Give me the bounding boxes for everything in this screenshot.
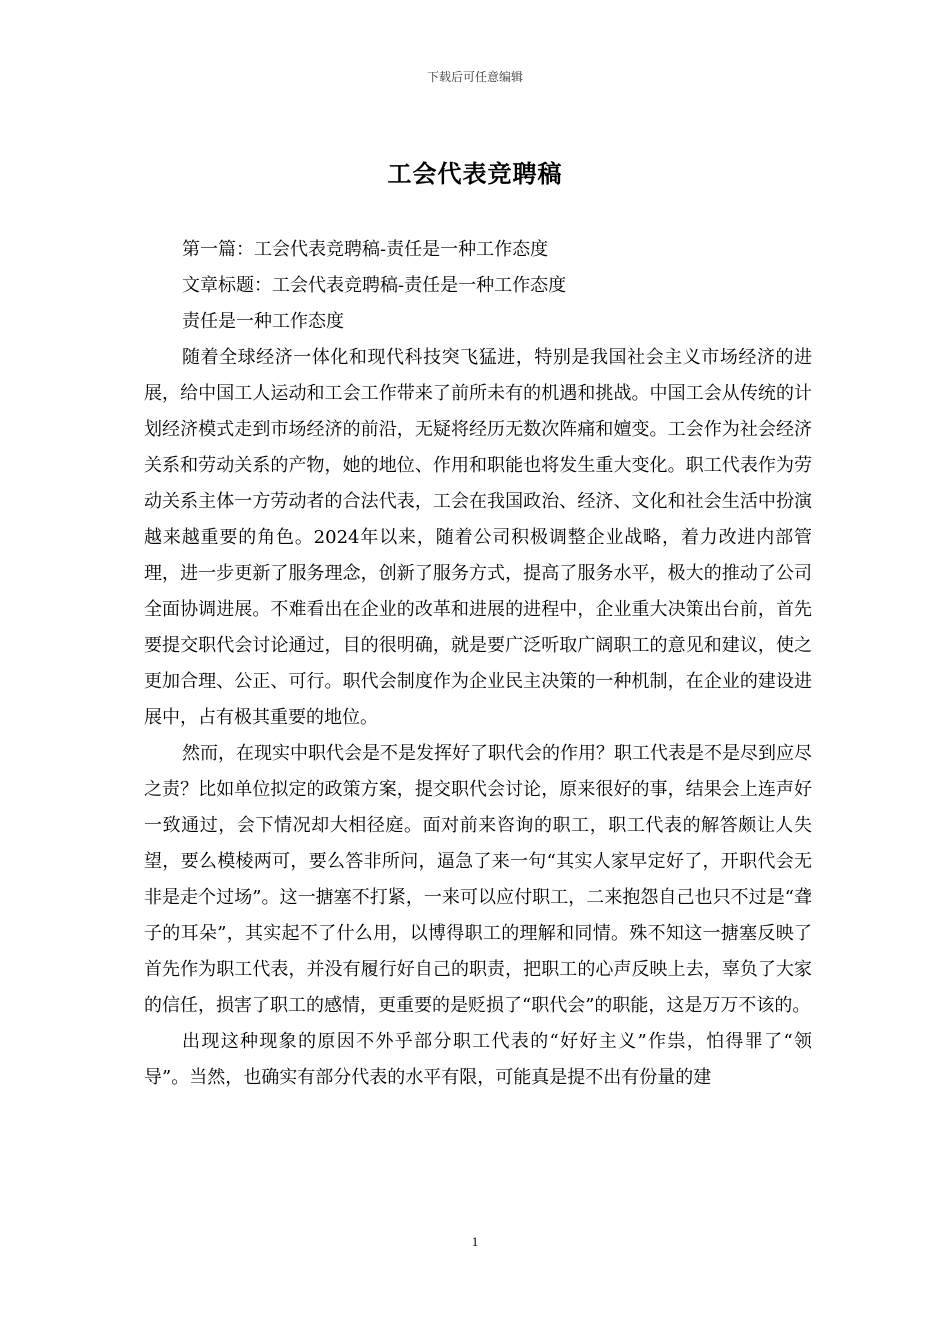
body-paragraph: 然而，在现实中职代会是不是发挥好了职代会的作用？职工代表是不是尽到应尽之责？比如单位拟定的政策方案，提交职代会讨论，原来很好的事，结果会上连声好一致通过，会下情况却大相径庭。面对前来咨询的职工，职工代表的解答颇让人失望，要么模棱两可，要么答非所问，逼急了来一句“其实人家早定好了，开职代会无非是走个过场”。这一搪塞不打紧，一来可以应付职工，二来抱怨自己也只不过是“聋子的耳朵”，其实起不了什么用，以博得职工的理解和同情。殊不知这一搪塞反映了首先作为职工代表，并没有履行好自己的职责，把职工的心声反映上去，辜负了大家的信任，损害了职工的感情，更重要的是贬损了“职代会”的职能，这是万万不该的。	[144, 743, 812, 1016]
body-paragraph: 出现这种现象的原因不外乎部分职工代表的“好好主义”作祟，怕得罪了“领导”。当然，也确实有部分代表的水平有限，可能真是提不出有份量的建	[144, 1031, 812, 1088]
document-body	[144, 232, 812, 1096]
document-title: 工会代表竞聘稿	[387, 160, 563, 188]
body-paragraph: 责任是一种工作态度	[182, 311, 344, 332]
body-paragraph: 文章标题：工会代表竞聘稿-责任是一种工作态度	[182, 275, 567, 296]
header-note: 下载后可任意编辑	[426, 70, 523, 84]
page-number: 1	[471, 1234, 479, 1249]
body-paragraph: 第一篇：工会代表竞聘稿-责任是一种工作态度	[182, 239, 549, 260]
body-paragraph: 随着全球经济一体化和现代科技突飞猛进，特别是我国社会主义市场经济的进展，给中国工人运动和工会工作带来了前所未有的机遇和挑战。中国工会从传统的计划经济模式走到市场经济的前沿，无疑将经历无数次阵痛和嬗变。工会作为社会经济关系和劳动关系的产物，她的地位、作用和职能也将发生重大变化。职工代表作为劳动关系主体一方劳动者的合法代表，工会在我国政治、经济、文化和社会生活中扮演越来越重要的角色。2024年以来，随着公司积极调整企业战略，着力改进内部管理，进一步更新了服务理念，创新了服务方式，提高了服务水平，极大的推动了公司全面协调进展。不难看出在企业的改革和进展的进程中，企业重大决策出台前，首先要提交职代会讨论通过，目的很明确，就是要广泛听取广阔职工的意见和建议，使之更加合理、公正、可行。职代会制度作为企业民主决策的一种机制，在企业的建设进展中，占有极其重要的地位。	[144, 347, 812, 728]
